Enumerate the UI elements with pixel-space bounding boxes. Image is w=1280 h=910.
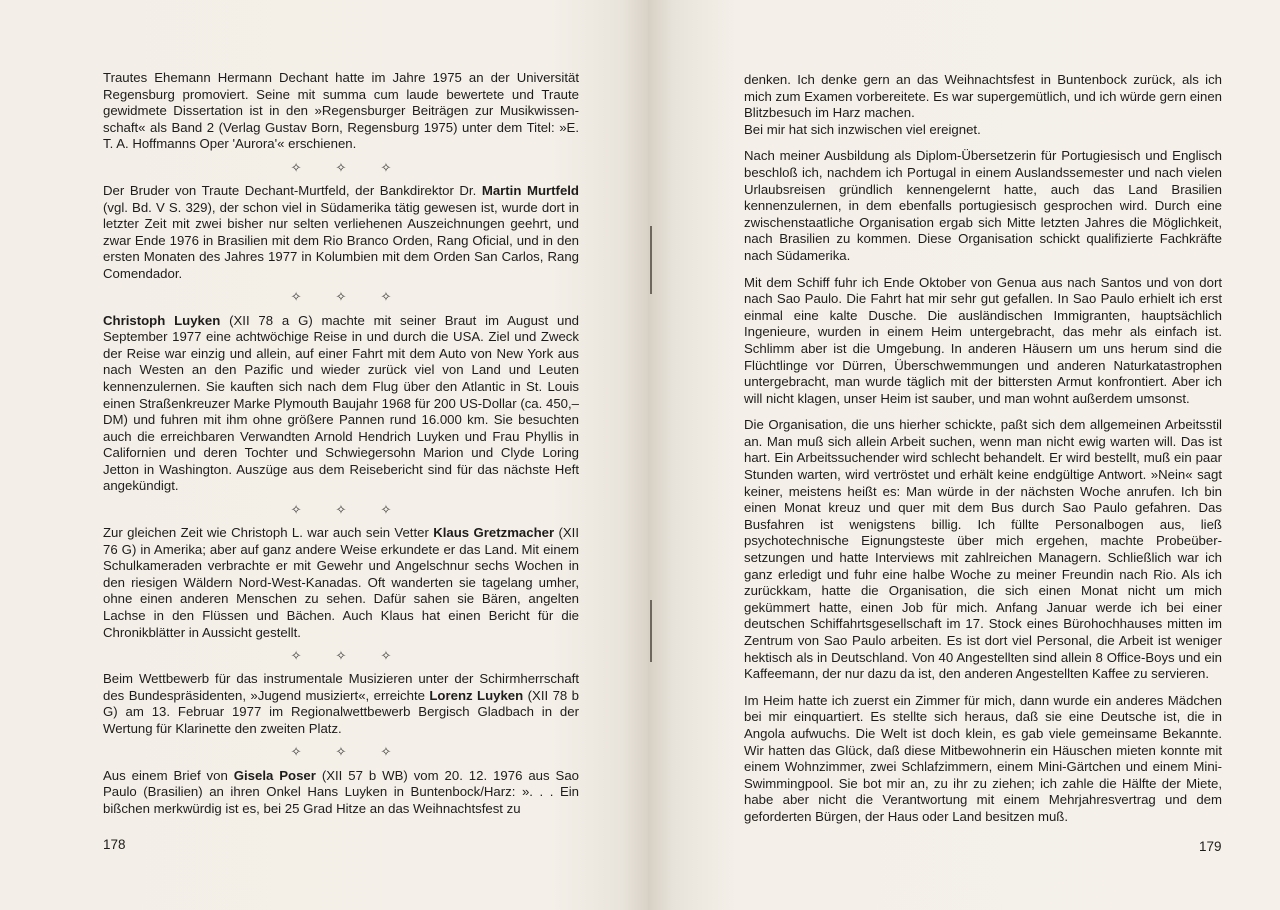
star-ornament: ✧ bbox=[335, 159, 347, 175]
paragraph-letter-1: denken. Ich denke gern an das Weihnachtsfest in Buntenbock zurück, als ich mich zum Examen vorbereitete. Es war supergemütlich, und ich würde gern einen Blitzbesuch im Harz machen. bbox=[744, 72, 1222, 121]
star-ornament: ✧ bbox=[380, 501, 392, 517]
paragraph-letter-5: Die Organisation, die uns hierher schickte, paßt sich dem allgemeinen Arbeitsstil an. Man muß sich allein Arbeit suchen, wenn man nicht ewig warten will. Das ist hart. Ein Arbeitssuchender wird schlecht behandelt. Er wird bestellt, muß ein paar Stunden warten, wird vertröstet und erhält keine endgültige Antwort. »Nein« sagt keiner, meistens heißt es: Man würde in der nächsten Woche anrufen. Ich bin einen Monat kreuz und quer mit dem Bus durch Sao Paulo gefahren. Das Busfahren ist wenigstens billig. Ich füllte Personalbogen aus, ließ psychotechnische Eignungsteste über mich ergehen, machte Probeübersetzungen und hatte Interviews mit zahlreichen Managern. Schließlich war ich ganz erledigt und fuhr eine halbe Woche zu meiner Freundin nach Rio. Als ich zurückkam, hatte die Organisation, die sich einen Monat nicht um mich gekümmert hatte, einen Job für mich. Anfang Januar werde ich bei einer deutschen Schiffahrtsgesellschaft im 17. Stock eines Bürohochhauses mitten im Zentrum von Sao Paulo arbeiten. Es ist dort viel Personal, die Arbeit ist weniger hektisch als in Deutschland. Von 40 Angestellten sind allein 8 Office-Boys und ein Kaffeemann, der nur dazu da ist, den anderen Angestellten Kaffee zu servieren. bbox=[744, 417, 1222, 682]
star-ornament: ✧ bbox=[290, 744, 302, 760]
star-ornament: ✧ bbox=[335, 744, 347, 760]
left-text-column bbox=[103, 70, 579, 817]
paragraph-murtfeld: Der Bruder von Traute Dechant-Murtfeld, der Bankdirektor Dr. Martin Murtfeld (vgl. Bd. V S. 329), der schon viel in Südamerika tätig gewesen ist, wurde dort in letzter Zeit mit zwei bisher nur selten verliehenen Auszeichnungen geehrt, und zwar Ende 1976 in Brasilien mit dem Rio Branco Orden, Rang Oficial, und in den ersten Monaten des Jahres 1977 in Kolumbien mit dem Orden San Carlos, Rang Comendador. bbox=[103, 182, 579, 281]
star-ornament: ✧ bbox=[290, 501, 302, 517]
star-ornament: ✧ bbox=[380, 159, 392, 175]
paragraph-gretzmacher: Zur gleichen Zeit wie Christoph L. war auch sein Vetter Klaus Gretzmacher (XII 76 G) in Amerika; aber auf ganz andere Weise erkundete er das Land. Mit einem Schulkameraden verbrachte er mit Gewehr und Angelschnur sechs Wochen in den riesigen Wäldern Nord-West-Kanadas. Oft wanderten sie tagelang umher, ohne einen anderen Menschen zu sehen. Dafür sahen sie Bären, angelten Lachse in den Flüssen und Bächen. Auch Klaus hat einen Bericht für die Chronikblätter in Aussicht gestellt. bbox=[103, 525, 580, 640]
separator-stars bbox=[103, 641, 579, 671]
page-number-left: 178 bbox=[103, 837, 126, 852]
star-ornament: ✧ bbox=[335, 289, 347, 305]
right-page bbox=[648, 0, 1280, 910]
separator-stars bbox=[103, 153, 579, 183]
staple-mark bbox=[650, 226, 652, 294]
separator-stars bbox=[103, 283, 579, 313]
star-ornament: ✧ bbox=[335, 501, 347, 517]
star-ornament: ✧ bbox=[380, 289, 392, 305]
star-ornament: ✧ bbox=[290, 159, 302, 175]
paragraph-dechant: Trautes Ehemann Hermann Dechant hatte im Jahre 1975 an der Universität Regensburg promoviert. Seine mit summa cum laude bewertete und Traute gewidmete Dissertation ist in den »Regensburger Beiträgen zur Musikwissenschaft« als Band 2 (Verlag Gustav Born, Regensburg 1975) unter dem Titel: »E. T. A. Hoffmanns Oper 'Aurora'« erschienen. bbox=[103, 70, 579, 152]
separator-stars bbox=[103, 738, 579, 768]
star-ornament: ✧ bbox=[290, 647, 302, 663]
right-text-column bbox=[744, 72, 1222, 826]
staple-mark bbox=[650, 600, 652, 662]
page-number-right: 179 bbox=[1199, 839, 1222, 854]
paragraph-christoph-luyken: Christoph Luyken (XII 78 a G) machte mit seiner Braut im August und September 1977 eine achtwöchige Reise in und durch die USA. Ziel und Zweck der Reise war einzig und allein, auf einer Fahrt mit dem Auto von New York aus nach Westen an den Pazific und wieder zurück viel von Land und Leuten kennenzulernen. Sie kauften sich nach dem Flug über den Atlantic in St. Louis einen Straßenkreuzer Marke Plymouth Baujahr 1968 für 200 US-Dollar (ca. 450,– DM) und fuhren mit ihm ohne größere Pannen rund 16.000 km. Sie besuchten auch die erreichbaren Verwandten Arnold Hendrich Luyken und Frau Phyllis in Californien und deren Tochter und Schwiegersohn Marion und Clyde Loring Jetton in Washington. Auszüge aus dem Reisebericht sind für das nächste Heft angekündigt. bbox=[103, 312, 579, 494]
paragraph-letter-2: Bei mir hat sich inzwischen viel ereignet. bbox=[744, 121, 981, 137]
paragraph-letter-4: Mit dem Schiff fuhr ich Ende Oktober von Genua aus nach Santos und von dort nach Sao Paulo. Die Fahrt hat mir sehr gut gefallen. In Sao Paulo erhielt ich erst einmal eine kalte Dusche. Die ausländischen Immigranten, hauptsächlich Ingenieure, wurden in einem Heim untergebracht, das mehr als einfach ist. Schlimm aber ist die Umgebung. In anderen Häusern um uns herum sind die Flüchtlinge vor Dürren, Überschwemmungen und anderen Naturkatastrophen untergebracht, man wurde täglich mit der bittersten Armut konfrontiert. Aber ich will nicht klagen, unser Heim ist sauber, und man wohnt außerdem umsonst. bbox=[744, 274, 1222, 406]
paragraph-letter-6: Im Heim hatte ich zuerst ein Zimmer für mich, dann wurde ein anderes Mädchen bei mir einquartiert. Es stellte sich heraus, daß sie eine Deutsche ist, die in Angola aufwuchs. Die Welt ist doch klein, es gab viele gemeinsame Bekannte. Wir hatten das Glück, daß diese Mitbewohnerin ein Häuschen mieten konnte mit einem Wohnzimmer, zwei Schlafzimmern, einem Mini-Gärtchen und einem Mini-Swimmingpool. Sie bot mir an, zu ihr zu ziehen; ich zahle die Hälfte der Miete, habe aber nicht die Verantwortung mit einem Mehrjahresvertrag und dem geforderten Bürgen, der Haus oder Land besitzen muß. bbox=[744, 692, 1222, 824]
star-ornament: ✧ bbox=[380, 744, 392, 760]
paragraph-gisela-poser: Aus einem Brief von Gisela Poser (XII 57 b WB) vom 20. 12. 1976 aus Sao Paulo (Brasilien) an ihren Onkel Hans Luyken in Buntenbock/Harz: ». . . Ein bißchen merkwürdig ist es, bei 25 Grad Hitze an das Weihnachtsfest zu bbox=[103, 767, 579, 816]
star-ornament: ✧ bbox=[335, 647, 347, 663]
star-ornament: ✧ bbox=[380, 647, 392, 663]
paragraph-lorenz-luyken: Beim Wettbewerb für das instrumentale Musizieren unter der Schirmherrschaft des Bundespräsidenten, »Jugend musiziert«, erreichte Lorenz Luyken (XII 78 b G) am 13. Februar 1977 im Regionalwettbewerb Bergisch Gladbach in der Wertung für Klarinette den zweiten Platz. bbox=[103, 671, 579, 736]
separator-stars bbox=[103, 495, 579, 525]
star-ornament: ✧ bbox=[290, 289, 302, 305]
paragraph-letter-3: Nach meiner Ausbildung als Diplom-Übersetzerin für Portugiesisch und Englisch beschloß ich, nachdem ich Portugal in einem Auslandssemester und nach vielen Urlaubsreisen gründlich kennengelernt hatte, auch das Land Brasilien kennenzulernen, in dem ebenfalls portugiesisch gesprochen wird. Durch eine zwischenstaatliche Organisation ergab sich Mitte letzten Jahres die Möglichkeit, nach Brasilien zu kommen. Diese Organisation schickt qualifizierte Fachkräfte nach Südamerika. bbox=[744, 148, 1222, 263]
